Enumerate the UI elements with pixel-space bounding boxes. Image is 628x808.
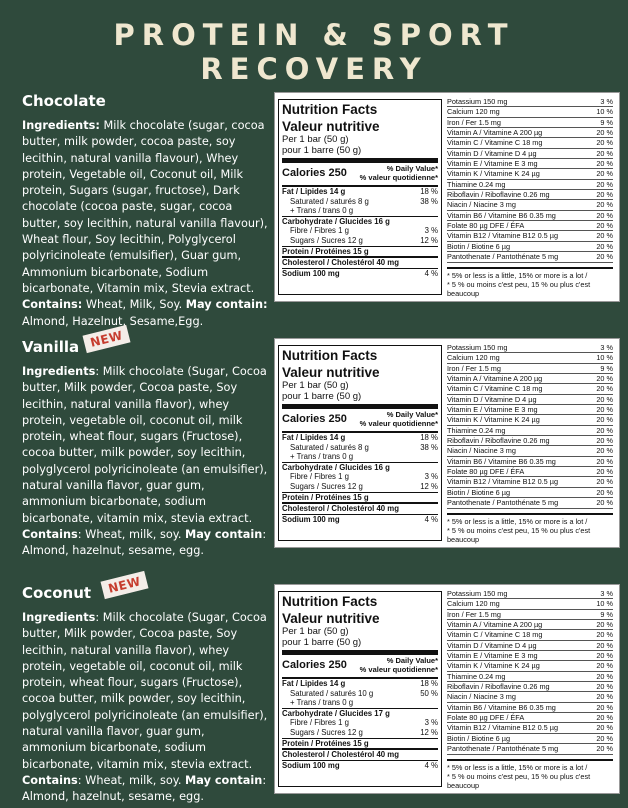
dv-footnote-en: * 5% or less is a little, 15% or more is a lot / bbox=[447, 516, 588, 526]
vitamin-row bbox=[447, 180, 613, 190]
vitamin-dv: 20 % bbox=[596, 733, 613, 743]
vitamin-name: Vitamin E / Vitamine E 3 mg bbox=[447, 159, 538, 169]
new-badge: NEW bbox=[82, 325, 130, 353]
protein-row bbox=[282, 246, 438, 257]
vitamin-name: Vitamin E / Vitamine E 3 mg bbox=[447, 651, 538, 661]
vitamin-row bbox=[447, 415, 613, 425]
vitamin-dv: 20 % bbox=[596, 179, 613, 189]
may-contain-list: : Almond, hazelnut, sesame, egg. bbox=[22, 527, 267, 558]
dv-footnote-fr: * 5 % ou moins c'est peu, 15 % ou plus c'est beaucoup bbox=[447, 771, 591, 790]
vitamin-row bbox=[447, 661, 613, 671]
vitamin-name: Vitamin K / Vitamine K 24 µg bbox=[447, 661, 540, 671]
product-description bbox=[22, 574, 272, 806]
vitamin-dv: 20 % bbox=[596, 148, 613, 158]
sugars-dv: 12 % bbox=[420, 727, 438, 737]
fat-row bbox=[282, 433, 438, 443]
vitamin-dv: 20 % bbox=[596, 138, 613, 148]
ingredients-list: Milk chocolate (sugar, cocoa butter, milk powder, cocoa paste, soy lecithin, natural vanilla flavour), Whey protein, Vegetable oil, Coconut oil, Milk protein, Sugars (sugar, fructose), Dark chocolate (cocoa paste, sugar, cocoa butter, soy lecithin, natural vanilla flavour), Wheat flour, Soy lecithin, Polyglycerol polyricinoleate (emulsifier), Guar gum, Ammonium bicarbonate, Sodium bicarbonate, Vitamin mix, Stevia extract. bbox=[22, 119, 268, 295]
carb-row bbox=[282, 462, 438, 473]
cholesterol: Cholesterol / Cholestérol 40 mg bbox=[282, 258, 399, 268]
vitamin-dv: 20 % bbox=[596, 128, 613, 138]
vitamin-name: Niacin / Niacine 3 mg bbox=[447, 692, 516, 702]
product-description bbox=[22, 328, 272, 560]
vitamin-name: Vitamin A / Vitamine A 200 µg bbox=[447, 620, 543, 630]
calories-row bbox=[282, 650, 438, 679]
protein-row bbox=[282, 492, 438, 503]
flavor-heading bbox=[22, 328, 272, 364]
dv-header bbox=[360, 165, 438, 182]
vitamin-dv: 20 % bbox=[596, 446, 613, 456]
new-badge: NEW bbox=[100, 571, 148, 599]
fat: Fat / Lipides 14 g bbox=[282, 679, 346, 688]
fat-row bbox=[282, 679, 438, 689]
vitamin-row bbox=[447, 221, 613, 231]
trans: + Trans / trans 0 g bbox=[290, 206, 354, 216]
sugars-row bbox=[282, 728, 438, 738]
may-contain-list: Almond, Hazelnut, Sesame,Egg. bbox=[22, 314, 204, 328]
sugars: Sugars / Sucres 12 g bbox=[290, 481, 363, 491]
sodium-row bbox=[282, 760, 438, 771]
dv-header bbox=[360, 657, 438, 674]
vitamin-row bbox=[447, 231, 613, 241]
saturated: Saturated / saturés 8 g bbox=[290, 196, 369, 206]
saturated: Saturated / saturés 8 g bbox=[290, 442, 369, 452]
vitamin-dv: 3 % bbox=[600, 589, 613, 598]
fibre-dv: 3 % bbox=[424, 718, 438, 728]
contains-label: Contains: bbox=[22, 298, 83, 312]
nf-title-en: Nutrition Facts bbox=[282, 102, 378, 117]
vitamin-row bbox=[447, 169, 613, 179]
vitamin-name: Vitamin C / Vitamine C 18 mg bbox=[447, 138, 543, 148]
vitamin-dv: 10 % bbox=[596, 353, 613, 363]
vitamin-name: Vitamin K / Vitamine K 24 µg bbox=[447, 415, 540, 425]
vitamin-dv: 20 % bbox=[596, 682, 613, 692]
calories: Calories 250 bbox=[282, 413, 347, 425]
dv-header-fr: % valeur quotidienne* bbox=[359, 664, 438, 674]
vitamin-row bbox=[447, 384, 613, 394]
vitamin-row bbox=[447, 630, 613, 640]
ingredients-text bbox=[22, 610, 272, 806]
vitamin-dv: 20 % bbox=[596, 221, 613, 231]
nutrition-facts-table bbox=[278, 99, 442, 295]
vitamin-dv: 20 % bbox=[596, 671, 613, 681]
vitamin-name: Calcium 120 mg bbox=[447, 107, 500, 117]
fibre-row bbox=[282, 226, 438, 236]
dv-header-en: % Daily Value* bbox=[386, 656, 438, 665]
sodium: Sodium 100 mg bbox=[282, 268, 340, 278]
may-contain-label: May contain bbox=[185, 773, 263, 787]
dv-header-en: % Daily Value* bbox=[386, 410, 438, 419]
protein-row bbox=[282, 738, 438, 749]
fat-row bbox=[282, 187, 438, 197]
vitamin-row bbox=[447, 692, 613, 702]
vitamin-row bbox=[447, 426, 613, 436]
trans-row bbox=[282, 698, 438, 708]
vitamin-row bbox=[447, 589, 613, 599]
may-contain-label: May contain bbox=[185, 527, 263, 541]
vitamin-name: Vitamin B12 / Vitamine B12 0.5 µg bbox=[447, 231, 559, 241]
vitamin-name: Iron / Fer 1.5 mg bbox=[447, 609, 501, 619]
nf-title-en: Nutrition Facts bbox=[282, 348, 378, 363]
saturated-dv: 50 % bbox=[420, 688, 438, 698]
saturated-row bbox=[282, 197, 438, 207]
vitamin-dv: 20 % bbox=[596, 487, 613, 497]
nf-title-fr: Valeur nutritive bbox=[282, 365, 380, 380]
dv-footnote bbox=[447, 759, 613, 790]
calories-row bbox=[282, 404, 438, 433]
vitamin-dv: 20 % bbox=[596, 498, 613, 508]
vitamin-dv: 9 % bbox=[600, 363, 613, 373]
may-contain-list: : Almond, hazelnut, sesame, egg. bbox=[22, 773, 267, 804]
ingredients-list: : Milk chocolate (Sugar, Cocoa butter, Milk powder, Cocoa paste, Soy lecithin, natural vanilla flavor), whey protein, vegetable oil, coconut oil, milk protein, wheat flour, sugars (Fructose), cocoa butter, milk powder, soy lecithin, polyglycerol polyricinoleate (an emulsifier), natural vanilla flavor, guar gum, ammonium bicarbonate, sodium bicarbonate, vitamin mix, stevia extract. bbox=[22, 611, 268, 771]
vitamin-dv: 20 % bbox=[596, 640, 613, 650]
sugars: Sugars / Sucres 12 g bbox=[290, 235, 363, 245]
cholesterol: Cholesterol / Cholestérol 40 mg bbox=[282, 504, 399, 514]
saturated-dv: 38 % bbox=[420, 442, 438, 452]
sugars-dv: 12 % bbox=[420, 235, 438, 245]
vitamin-name: Potassium 150 mg bbox=[447, 97, 508, 106]
nutrition-facts-table bbox=[278, 345, 442, 541]
vitamin-name: Vitamin C / Vitamine C 18 mg bbox=[447, 630, 543, 640]
sugars-dv: 12 % bbox=[420, 481, 438, 491]
cholesterol-row bbox=[282, 748, 438, 760]
vitamin-row bbox=[447, 599, 613, 609]
dv-header-fr: % valeur quotidienne* bbox=[359, 172, 438, 182]
vitamin-name: Folate 80 µg DFE / ÉFA bbox=[447, 221, 525, 231]
serving-en: Per 1 bar (50 g) bbox=[282, 134, 349, 145]
vitamin-name: Folate 80 µg DFE / ÉFA bbox=[447, 713, 525, 723]
vitamin-name: Pantothenate / Pantothénate 5 mg bbox=[447, 744, 559, 754]
contains-list: : Wheat, milk, soy. bbox=[77, 527, 186, 541]
sodium-dv: 4 % bbox=[424, 760, 438, 770]
sugars-row bbox=[282, 236, 438, 246]
vitamin-name: Potassium 150 mg bbox=[447, 589, 508, 598]
vitamin-row bbox=[447, 620, 613, 630]
vitamin-dv: 20 % bbox=[596, 436, 613, 446]
vitamin-row bbox=[447, 488, 613, 498]
calories: Calories 250 bbox=[282, 659, 347, 671]
trans: + Trans / trans 0 g bbox=[290, 698, 354, 708]
vitamin-row bbox=[447, 651, 613, 661]
saturated-dv: 38 % bbox=[420, 196, 438, 206]
protein: Protein / Protéines 15 g bbox=[282, 738, 369, 748]
vitamin-row bbox=[447, 734, 613, 744]
vitamin-dv: 20 % bbox=[596, 620, 613, 630]
vitamins-table bbox=[447, 343, 613, 544]
carbohydrate: Carbohydrate / Glucides 17 g bbox=[282, 708, 390, 718]
fat: Fat / Lipides 14 g bbox=[282, 433, 346, 442]
vitamin-name: Biotin / Biotine 6 µg bbox=[447, 487, 511, 497]
sodium-dv: 4 % bbox=[424, 514, 438, 524]
nutrition-facts-panel bbox=[274, 584, 620, 794]
vitamins-table bbox=[447, 589, 613, 790]
vitamin-row bbox=[447, 190, 613, 200]
vitamin-row bbox=[447, 128, 613, 138]
contains-list: Wheat, Milk, Soy. bbox=[82, 298, 186, 312]
saturated-row bbox=[282, 443, 438, 453]
nutrition-facts-panel bbox=[274, 338, 620, 548]
nutrition-facts-panel bbox=[274, 92, 620, 302]
vitamin-name: Riboflavin / Riboflavine 0.26 mg bbox=[447, 436, 550, 446]
fat-dv: 18 % bbox=[420, 679, 438, 688]
vitamin-dv: 20 % bbox=[596, 241, 613, 251]
vitamin-name: Biotin / Biotine 6 µg bbox=[447, 733, 511, 743]
product-description bbox=[22, 92, 272, 330]
vitamin-dv: 20 % bbox=[596, 467, 613, 477]
vitamin-dv: 10 % bbox=[596, 599, 613, 609]
saturated: Saturated / saturés 10 g bbox=[290, 688, 374, 698]
calories: Calories 250 bbox=[282, 167, 347, 179]
vitamin-row bbox=[447, 723, 613, 733]
fibre: Fibre / Fibres 1 g bbox=[290, 718, 349, 728]
vitamin-dv: 20 % bbox=[596, 723, 613, 733]
ingredients-text bbox=[22, 118, 272, 330]
vitamin-row bbox=[447, 395, 613, 405]
cholesterol-row bbox=[282, 502, 438, 514]
vitamin-dv: 20 % bbox=[596, 415, 613, 425]
vitamin-row bbox=[447, 477, 613, 487]
serving-fr: pour 1 barre (50 g) bbox=[282, 145, 362, 156]
fat-dv: 18 % bbox=[420, 433, 438, 442]
vitamin-row bbox=[447, 610, 613, 620]
fat-dv: 18 % bbox=[420, 187, 438, 196]
vitamin-name: Vitamin D / Vitamine D 4 µg bbox=[447, 640, 537, 650]
vitamin-dv: 20 % bbox=[596, 713, 613, 723]
dv-header bbox=[360, 411, 438, 428]
vitamin-dv: 9 % bbox=[600, 609, 613, 619]
vitamin-name: Vitamin E / Vitamine E 3 mg bbox=[447, 405, 538, 415]
vitamin-row bbox=[447, 641, 613, 651]
vitamin-name: Folate 80 µg DFE / ÉFA bbox=[447, 467, 525, 477]
fibre: Fibre / Fibres 1 g bbox=[290, 226, 349, 236]
serving-fr: pour 1 barre (50 g) bbox=[282, 637, 362, 648]
protein: Protein / Protéines 15 g bbox=[282, 492, 369, 502]
flavor-name: Coconut bbox=[22, 584, 92, 602]
vitamins-table bbox=[447, 97, 613, 298]
vitamin-name: Calcium 120 mg bbox=[447, 599, 500, 609]
vitamin-name: Thiamine 0.24 mg bbox=[447, 671, 506, 681]
vitamin-dv: 20 % bbox=[596, 456, 613, 466]
vitamin-row bbox=[447, 498, 613, 508]
vitamin-dv: 20 % bbox=[596, 651, 613, 661]
sodium-dv: 4 % bbox=[424, 268, 438, 278]
ingredients-label: Ingredients bbox=[22, 611, 96, 624]
serving-en: Per 1 bar (50 g) bbox=[282, 380, 349, 391]
vitamin-name: Vitamin B6 / Vitamine B6 0.35 mg bbox=[447, 456, 556, 466]
cholesterol-row bbox=[282, 256, 438, 268]
vitamin-name: Calcium 120 mg bbox=[447, 353, 500, 363]
vitamin-name: Biotin / Biotine 6 µg bbox=[447, 241, 511, 251]
nf-title-fr: Valeur nutritive bbox=[282, 119, 380, 134]
vitamin-name: Vitamin B6 / Vitamine B6 0.35 mg bbox=[447, 702, 556, 712]
vitamin-name: Riboflavin / Riboflavine 0.26 mg bbox=[447, 682, 550, 692]
dv-footnote-en: * 5% or less is a little, 15% or more is a lot / bbox=[447, 270, 588, 280]
sodium-row bbox=[282, 514, 438, 525]
vitamin-dv: 20 % bbox=[596, 630, 613, 640]
carb-row bbox=[282, 708, 438, 719]
vitamin-row bbox=[447, 446, 613, 456]
contains-label: Contains bbox=[22, 773, 78, 787]
vitamin-dv: 20 % bbox=[596, 394, 613, 404]
saturated-row bbox=[282, 689, 438, 699]
carbohydrate: Carbohydrate / Glucides 16 g bbox=[282, 462, 390, 472]
vitamin-name: Iron / Fer 1.5 mg bbox=[447, 363, 501, 373]
fibre-dv: 3 % bbox=[424, 226, 438, 236]
vitamin-row bbox=[447, 682, 613, 692]
trans-row bbox=[282, 206, 438, 216]
vitamin-name: Vitamin C / Vitamine C 18 mg bbox=[447, 384, 543, 394]
fibre-row bbox=[282, 472, 438, 482]
vitamin-name: Vitamin K / Vitamine K 24 µg bbox=[447, 169, 540, 179]
vitamin-row bbox=[447, 211, 613, 221]
vitamin-row bbox=[447, 97, 613, 107]
vitamin-name: Vitamin B12 / Vitamine B12 0.5 µg bbox=[447, 477, 559, 487]
trans: + Trans / trans 0 g bbox=[290, 452, 354, 462]
vitamin-dv: 3 % bbox=[600, 97, 613, 106]
nutrition-facts-table bbox=[278, 591, 442, 787]
vitamin-row bbox=[447, 107, 613, 117]
vitamin-row bbox=[447, 436, 613, 446]
flavor-heading bbox=[22, 92, 272, 118]
vitamin-dv: 20 % bbox=[596, 190, 613, 200]
vitamin-dv: 3 % bbox=[600, 343, 613, 352]
dv-footnote-fr: * 5 % ou moins c'est peu, 15 % ou plus c'est beaucoup bbox=[447, 279, 591, 298]
fibre-row bbox=[282, 718, 438, 728]
fibre: Fibre / Fibres 1 g bbox=[290, 472, 349, 482]
vitamin-dv: 20 % bbox=[596, 692, 613, 702]
vitamin-dv: 20 % bbox=[596, 384, 613, 394]
vitamin-row bbox=[447, 118, 613, 128]
dv-header-en: % Daily Value* bbox=[386, 164, 438, 173]
trans-row bbox=[282, 452, 438, 462]
vitamin-row bbox=[447, 374, 613, 384]
nf-title-en: Nutrition Facts bbox=[282, 594, 378, 609]
ingredients-label: Ingredients: bbox=[22, 119, 100, 132]
vitamin-name: Pantothenate / Pantothénate 5 mg bbox=[447, 252, 559, 262]
vitamin-row bbox=[447, 149, 613, 159]
vitamin-name: Vitamin D / Vitamine D 4 µg bbox=[447, 148, 537, 158]
vitamin-dv: 20 % bbox=[596, 231, 613, 241]
vitamin-dv: 20 % bbox=[596, 169, 613, 179]
vitamin-row bbox=[447, 353, 613, 363]
vitamin-dv: 20 % bbox=[596, 159, 613, 169]
cholesterol: Cholesterol / Cholestérol 40 mg bbox=[282, 750, 399, 760]
contains-label: Contains bbox=[22, 527, 78, 541]
dv-footnote-en: * 5% or less is a little, 15% or more is a lot / bbox=[447, 762, 588, 772]
fibre-dv: 3 % bbox=[424, 472, 438, 482]
vitamin-dv: 10 % bbox=[596, 107, 613, 117]
calories-row bbox=[282, 158, 438, 187]
vitamin-dv: 9 % bbox=[600, 117, 613, 127]
vitamin-name: Riboflavin / Riboflavine 0.26 mg bbox=[447, 190, 550, 200]
serving-fr: pour 1 barre (50 g) bbox=[282, 391, 362, 402]
vitamin-dv: 20 % bbox=[596, 405, 613, 415]
flavor-heading bbox=[22, 574, 272, 610]
dv-footnote-fr: * 5 % ou moins c'est peu, 15 % ou plus c'est beaucoup bbox=[447, 525, 591, 544]
vitamin-name: Vitamin A / Vitamine A 200 µg bbox=[447, 128, 543, 138]
fat: Fat / Lipides 14 g bbox=[282, 187, 346, 196]
protein: Protein / Protéines 15 g bbox=[282, 246, 369, 256]
dv-footnote bbox=[447, 267, 613, 298]
vitamin-row bbox=[447, 703, 613, 713]
vitamin-name: Vitamin A / Vitamine A 200 µg bbox=[447, 374, 543, 384]
vitamin-row bbox=[447, 364, 613, 374]
vitamin-dv: 20 % bbox=[596, 252, 613, 262]
nf-title-fr: Valeur nutritive bbox=[282, 611, 380, 626]
ingredients-label: Ingredients bbox=[22, 365, 96, 378]
vitamin-dv: 20 % bbox=[596, 210, 613, 220]
carb-row bbox=[282, 216, 438, 227]
dv-footnote bbox=[447, 513, 613, 544]
carbohydrate: Carbohydrate / Glucides 16 g bbox=[282, 216, 390, 226]
vitamin-row bbox=[447, 138, 613, 148]
dv-header-fr: % valeur quotidienne* bbox=[359, 418, 438, 428]
vitamin-row bbox=[447, 200, 613, 210]
contains-list: : Wheat, milk, soy. bbox=[77, 773, 186, 787]
may-contain-label: May contain: bbox=[185, 298, 268, 312]
vitamin-dv: 20 % bbox=[596, 477, 613, 487]
ingredients-list: : Milk chocolate (Sugar, Cocoa butter, Milk powder, Cocoa paste, Soy lecithin, natural vanilla flavor), whey protein, vegetable oil, coconut oil, milk protein, wheat flour, sugars (Fructose), cocoa butter, milk powder, soy lecithin, polyglycerol polyricinoleate (an emulsifier), natural vanilla flavor, guar gum, ammonium bicarbonate, sodium bicarbonate, vitamin mix, stevia extract. bbox=[22, 365, 268, 525]
vitamin-row bbox=[447, 713, 613, 723]
sugars: Sugars / Sucres 12 g bbox=[290, 727, 363, 737]
vitamin-row bbox=[447, 405, 613, 415]
flavor-name: Chocolate bbox=[22, 92, 106, 110]
vitamin-name: Vitamin B12 / Vitamine B12 0.5 µg bbox=[447, 723, 559, 733]
sodium: Sodium 100 mg bbox=[282, 514, 340, 524]
vitamin-name: Vitamin B6 / Vitamine B6 0.35 mg bbox=[447, 210, 556, 220]
vitamin-row bbox=[447, 252, 613, 262]
vitamin-row bbox=[447, 467, 613, 477]
vitamin-dv: 20 % bbox=[596, 661, 613, 671]
vitamin-row bbox=[447, 744, 613, 754]
page-title: PROTEIN & SPORT RECOVERY bbox=[113, 18, 515, 86]
vitamin-name: Thiamine 0.24 mg bbox=[447, 179, 506, 189]
ingredients-text bbox=[22, 364, 272, 560]
vitamin-dv: 20 % bbox=[596, 425, 613, 435]
vitamin-name: Niacin / Niacine 3 mg bbox=[447, 200, 516, 210]
sugars-row bbox=[282, 482, 438, 492]
vitamin-row bbox=[447, 159, 613, 169]
sodium-row bbox=[282, 268, 438, 279]
vitamin-dv: 20 % bbox=[596, 702, 613, 712]
vitamin-name: Pantothenate / Pantothénate 5 mg bbox=[447, 498, 559, 508]
vitamin-name: Niacin / Niacine 3 mg bbox=[447, 446, 516, 456]
vitamin-name: Iron / Fer 1.5 mg bbox=[447, 117, 501, 127]
vitamin-row bbox=[447, 457, 613, 467]
vitamin-dv: 20 % bbox=[596, 374, 613, 384]
vitamin-name: Potassium 150 mg bbox=[447, 343, 508, 352]
vitamin-row bbox=[447, 242, 613, 252]
flavor-name: Vanilla bbox=[22, 338, 80, 356]
vitamin-row bbox=[447, 672, 613, 682]
serving-en: Per 1 bar (50 g) bbox=[282, 626, 349, 637]
vitamin-name: Thiamine 0.24 mg bbox=[447, 425, 506, 435]
vitamin-dv: 20 % bbox=[596, 744, 613, 754]
vitamin-name: Vitamin D / Vitamine D 4 µg bbox=[447, 394, 537, 404]
sodium: Sodium 100 mg bbox=[282, 760, 340, 770]
vitamin-dv: 20 % bbox=[596, 200, 613, 210]
vitamin-row bbox=[447, 343, 613, 353]
